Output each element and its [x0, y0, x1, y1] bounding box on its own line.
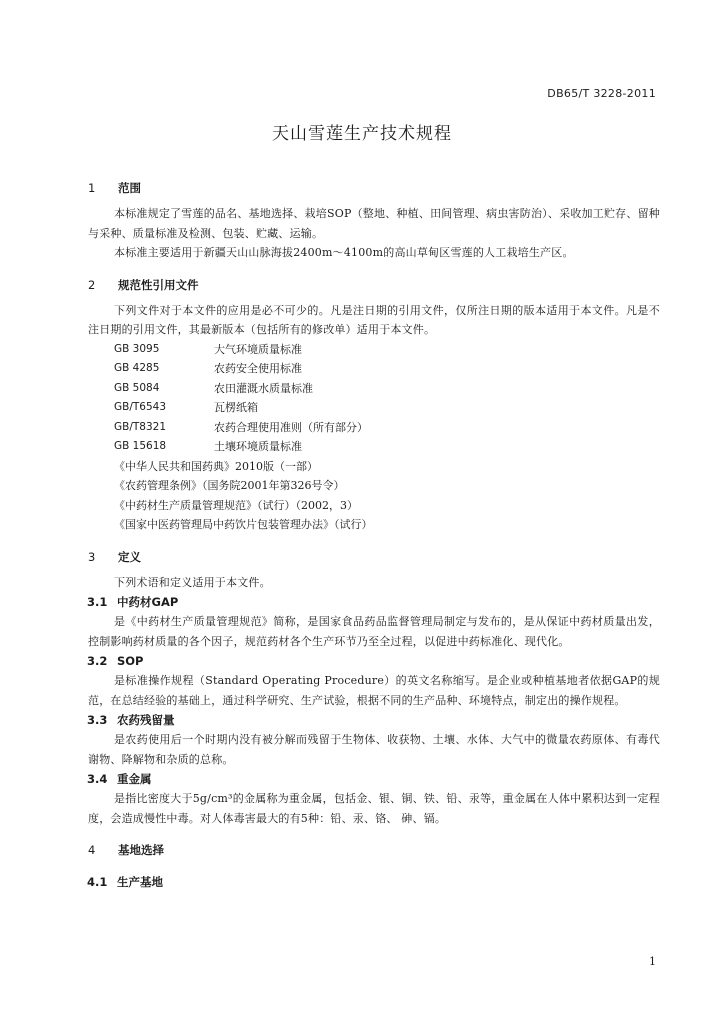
paragraph: 下列文件对于本文件的应用是必不可少的。凡是注日期的引用文件，仅所注日期的版本适用于本文件。凡是不注日期的引用文件，其最新版本（包括所有的修改单）适用于本文件。	[88, 303, 660, 336]
subsection-heading-3-2	[87, 651, 660, 671]
document-body	[88, 178, 660, 892]
paragraph: 下列术语和定义适用于本文件。	[114, 575, 271, 589]
reference-name: 农药合理使用准则（所有部分）	[214, 420, 368, 434]
paragraph: 是农药使用后一个时期内没有被分解而残留于生物体、收获物、土壤、水体、大气中的微量农药原体、有毒代谢物、降解物和杂质的总称。	[88, 733, 660, 766]
reference-name: 大气环境质量标准	[214, 342, 302, 356]
subsection-heading-3-3	[87, 710, 660, 730]
reference-name: 农药安全使用标准	[214, 362, 302, 375]
reference-name: 土壤环境质量标准	[214, 440, 302, 453]
section-number: 4	[88, 843, 96, 857]
reference-item	[88, 398, 660, 418]
subsection-title: SOP	[117, 654, 144, 668]
subsection-title: 重金属	[117, 772, 152, 786]
section-title: 范围	[118, 181, 141, 195]
reference-code: GB 15618	[114, 440, 167, 452]
reference-code: GB/T8321	[114, 420, 167, 433]
section-heading-1	[88, 178, 660, 198]
subsection-title: 生产基地	[117, 875, 163, 889]
paragraph: 是《中药材生产质量管理规范》简称，是国家食品药品监督管理局制定与发布的，是从保证中药材质量出发，控制影响药材质量的各个因子，规范药材各个生产环节乃至全过程，以促进中药标准化、现代化。	[88, 615, 660, 648]
reference-extra: 《中药材生产质量管理规范》（试行）（2002，3）	[114, 498, 358, 512]
section-title: 基地选择	[118, 843, 164, 857]
reference-code: GB 4285	[114, 362, 160, 374]
document-title: 天山雪莲生产技术规程	[272, 124, 452, 144]
subsection-heading-3-1	[87, 592, 660, 612]
reference-item	[88, 418, 660, 438]
reference-name: 农田灌溉水质量标准	[214, 381, 313, 395]
section-number: 2	[88, 277, 96, 292]
subsection-number: 3.2	[87, 654, 108, 668]
reference-name: 瓦楞纸箱	[214, 401, 258, 414]
section-number: 1	[88, 181, 96, 195]
reference-code: GB 3095	[114, 342, 160, 355]
reference-code: GB 5084	[114, 381, 160, 394]
subsection-number: 3.1	[87, 595, 108, 609]
section-heading-2	[88, 275, 660, 295]
page-number: 1	[649, 955, 656, 968]
section-title: 规范性引用文件	[118, 277, 199, 292]
subsection-number: 3.4	[87, 772, 108, 786]
paragraph: 是指比密度大于5g/cm³的金属称为重金属，包括金、银、铜、铁、铅、汞等，重金属在人体中累积达到一定程度，会造成慢性中毒。对人体毒害最大的有5种：铅、汞、铬、 砷、镉。	[88, 792, 660, 825]
subsection-heading-3-4	[87, 769, 660, 789]
section-heading-4	[88, 840, 660, 860]
reference-list	[88, 340, 660, 535]
subsection-heading-4-1	[87, 872, 660, 892]
section-number: 3	[88, 549, 96, 564]
section-heading-3	[88, 547, 660, 567]
reference-extra: 《国家中医药管理局中药饮片包装管理办法》（试行）	[114, 518, 373, 531]
reference-item	[88, 437, 660, 457]
reference-extra: 《农药管理条例》（国务院2001年第326号令）	[114, 479, 345, 492]
paragraph: 本标准规定了雪莲的品名、基地选择、栽培SOP（整地、种植、田间管理、病虫害防治）、采收加工贮存、留种与采种、质量标准及检测、包装、贮藏、运输。	[88, 207, 660, 240]
subsection-number: 4.1	[87, 875, 108, 889]
paragraph: 是标准操作规程（Standard Operating Procedure）的英文名称缩写。是企业或种植基地者依据GAP的规范，在总结经验的基础上，通过科学研究、生产试验，根据不同的生产品种、环境特点，制定出的操作规程。	[88, 674, 660, 707]
paragraph: 本标准主要适用于新疆天山山脉海拔2400m～4100m的高山草甸区雪莲的人工栽培生产区。	[114, 246, 574, 259]
reference-item	[88, 340, 660, 360]
reference-code: GB/T6543	[114, 401, 167, 413]
document-code: DB65/T 3228-2011	[547, 87, 656, 100]
subsection-title: 农药残留量	[117, 713, 175, 727]
reference-item	[88, 379, 660, 399]
section-title: 定义	[118, 549, 141, 564]
reference-extra: 《中华人民共和国药典》2010版（一部）	[114, 459, 318, 473]
subsection-title: 中药材GAP	[117, 595, 179, 609]
subsection-number: 3.3	[87, 713, 108, 727]
reference-item	[88, 359, 660, 379]
